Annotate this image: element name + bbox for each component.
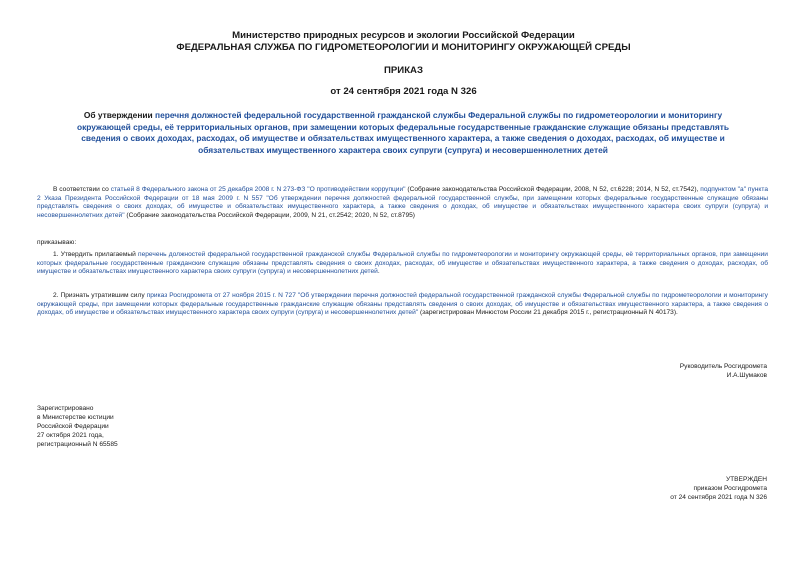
registration-line-1: Зарегистрировано <box>37 405 94 412</box>
registration-block <box>37 404 118 449</box>
law-273-link[interactable]: статьей 8 Федерального закона от 25 декабря 2008 г. N 273-ФЗ "О противодействии коррупции" <box>110 186 406 193</box>
registration-line-2: в Министерстве юстиции <box>37 414 114 421</box>
title-link[interactable]: перечня должностей федеральной государственной гражданской службы Федеральной службы по гидрометеорологии и мониторингу окружающей среды, её территориальных органов, при замещении которых федеральные государственные гражданские служащие обязаны представлять сведения о своих доходах, расходах, об имуществе и обязательствах имущественного характера, а также сведения о доходах, расходах, об имуществе и обязательствах имущественного характера своих супруги (супруга) и несовершеннолетних детей <box>76 110 730 155</box>
item-1-paragraph <box>37 251 768 277</box>
signer-name: И.А.Шумаков <box>726 372 767 379</box>
order-727-link[interactable]: приказ Росгидромета от 27 ноября 2015 г. N 727 "Об утверждении перечня должностей федеральной государственной гражданской службы Федеральной службы по гидрометеорологии и мониторингу окружающей среды, при замещении которых федеральные государственные гражданские служащие обязаны представлять сведения о своих доходах, об имуществе и обязательствах имущественного характера, а также сведения о доходах, об имуществе и обязательствах имущественного характера своих супруги (супруга) и несовершеннолетних детей" <box>37 292 768 317</box>
item-2-text: 2. Признать утратившим силу <box>53 292 147 299</box>
signature-block <box>680 362 767 380</box>
registration-line-3: Российской Федерации <box>37 423 109 430</box>
approval-line-2: приказом Росгидромета <box>693 485 767 492</box>
signer-position: Руководитель Росгидромета <box>679 363 767 370</box>
preamble-text-3: (Собрание законодательства Российской Федерации, 2009, N 21, ст.2542; 2020, N 52, ст.8795) <box>124 212 415 220</box>
preamble-text-2: (Собрание законодательства Российской Федерации, 2008, N 52, ст.6228; 2014, N 52, ст.7542), <box>405 186 701 193</box>
doc-date-number: от 24 сентября 2021 года N 326 <box>330 86 477 97</box>
service-name: ФЕДЕРАЛЬНАЯ СЛУЖБА ПО ГИДРОМЕТЕОРОЛОГИИ И МОНИТОРИНГУ ОКРУЖАЮЩЕЙ СРЕДЫ <box>176 42 631 53</box>
approval-block <box>670 475 767 502</box>
doc-type: ПРИКАЗ <box>384 65 423 76</box>
registration-line-5: регистрационный N 65585 <box>37 441 118 448</box>
approval-line-3: от 24 сентября 2021 года N 326 <box>670 494 767 501</box>
item-1-end: . <box>377 268 380 276</box>
decree-557-link[interactable]: подпунктом "а" пункта 2 Указа Президента Российской Федерации от 18 мая 2009 г. N 557 "Об утверждении перечня должностей федеральной государственной службы, при замещении которых федеральные государственные служащие обязаны представлять сведения о своих доходах, об имуществе и обязательствах имущественного характера, а также сведения о доходах, об имуществе и обязательствах имущественного характера своих супруги (супруга) и несовершеннолетних детей" <box>37 186 768 220</box>
item-1-list-link[interactable]: перечень должностей федеральной государственной гражданской службы Федеральной службы по гидрометеорологии и мониторингу окружающей среды, её территориальных органов, при замещении которых федеральные государственные гражданские служащие обязаны представлять сведения о своих доходах, расходах, об имуществе и обязательствах имущественного характера, а также сведения о доходах, расходах, об имуществе и обязательствах имущественного характера своих супруги (супруга) и несовершеннолетних детей <box>37 251 768 276</box>
item-2-end: (зарегистрирован Минюстом России 21 декабря 2015 г., регистрационный N 40173). <box>418 309 678 317</box>
preamble-paragraph <box>37 186 768 221</box>
preamble-text-1: В соответствии со <box>53 186 111 193</box>
document-title <box>58 110 748 156</box>
title-prefix: Об утверждении <box>83 110 156 120</box>
approval-line-1: УТВЕРЖДЕН <box>725 476 767 483</box>
item-2-paragraph <box>37 292 768 318</box>
ministry-name: Министерство природных ресурсов и экологии Российской Федерации <box>232 30 575 41</box>
order-word: приказываю: <box>37 239 77 246</box>
registration-line-4: 27 октября 2021 года, <box>37 432 104 439</box>
item-1-text: 1. Утвердить прилагаемый <box>53 251 139 258</box>
